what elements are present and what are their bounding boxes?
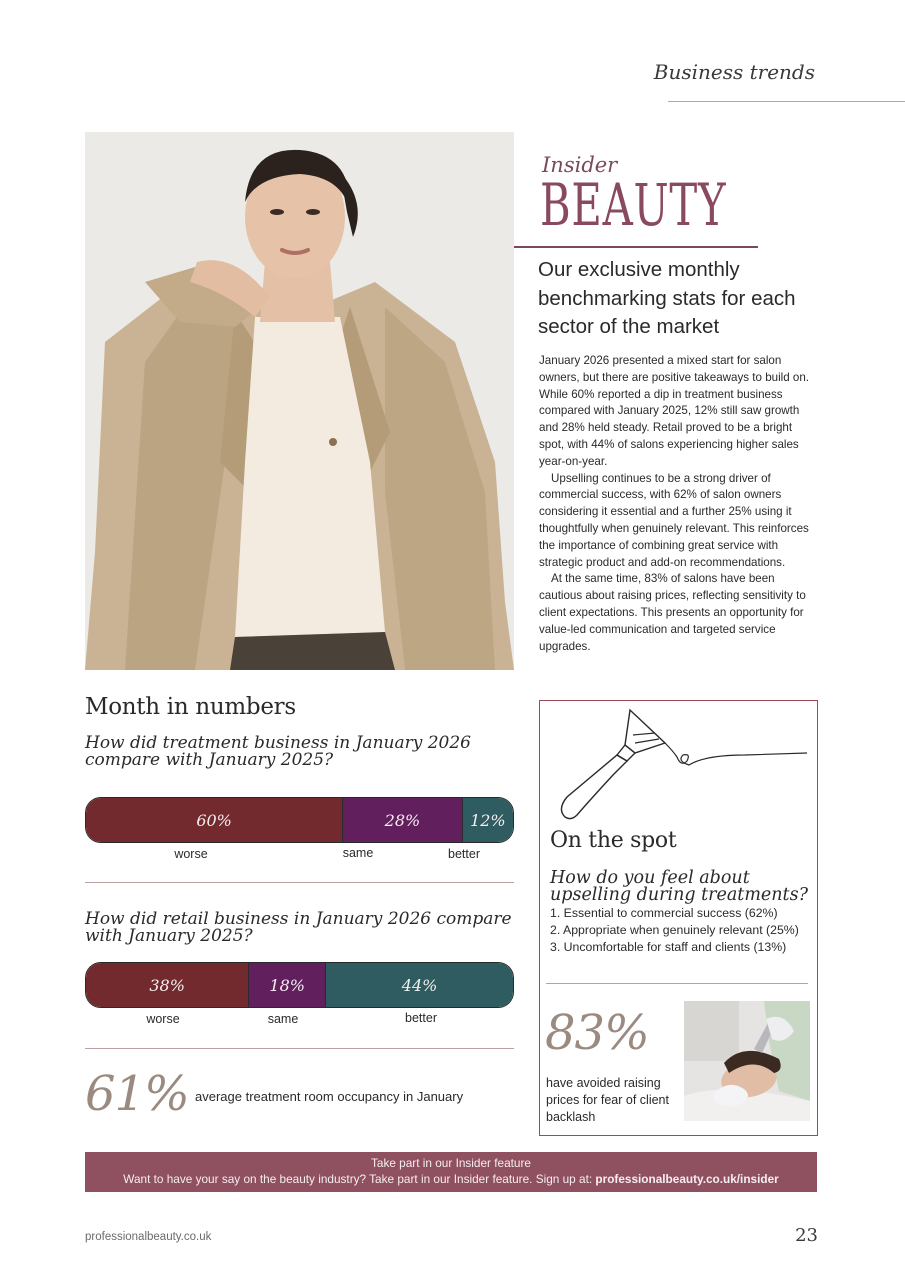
price-stat-text: have avoided raising prices for fear of client backlash: [546, 1076, 669, 1124]
treatment-bar: [85, 797, 514, 843]
occupancy-stat: 61%: [85, 1066, 189, 1122]
treatment-label-worse: worse: [174, 847, 208, 861]
insider-banner: [85, 1152, 817, 1192]
answer-item: 2. Appropriate when genuinely relevant (25%): [550, 923, 799, 937]
title-rule: [514, 246, 758, 248]
retail-bar-worse: 38%: [86, 963, 248, 1007]
facial-photo: [684, 1001, 810, 1121]
section-tag: Business trends: [653, 60, 815, 84]
brush-illustration: [555, 705, 813, 825]
intro-paragraph: January 2026 presented a mixed start for salon owners, but there are positive takeaways to build on. While 60% reported a dip in treatment business compared with January 2025, 12% still saw growth and 28% held steady. Retail proved to be a bright spot, with 44% of salons experiencing higher sales year-on-year.: [539, 354, 810, 468]
price-stat: 83%: [545, 1005, 649, 1061]
footer-url[interactable]: professionalbeauty.co.uk: [85, 1231, 212, 1243]
treatment-label-better: better: [448, 847, 480, 861]
feature-subhead: Our exclusive monthly benchmarking stats for each sector of the market: [538, 258, 796, 338]
section-divider: [85, 882, 514, 883]
retail-question: How did retail business in January 2026 compare with January 2025?: [85, 909, 512, 946]
treatment-bar-better: 12%: [462, 798, 513, 842]
occupancy-text: average treatment room occupancy in January: [195, 1089, 464, 1104]
treatment-label-same: same: [342, 846, 374, 860]
feature-kicker: Insider: [542, 153, 618, 177]
retail-label-better: better: [405, 1011, 437, 1025]
on-the-spot-title: On the spot: [550, 828, 677, 853]
banner-text: Want to have your say on the beauty industry? Take part in our Insider feature. Sign up at:: [123, 1171, 596, 1186]
feature-title: BEAUTY: [540, 171, 727, 239]
section-divider: [85, 1048, 514, 1049]
banner-line-1: Take part in our Insider feature: [370, 1156, 531, 1170]
retail-bar-better: 44%: [325, 963, 513, 1007]
section-tag-rule: [668, 101, 905, 102]
page-number: 23: [795, 1225, 818, 1246]
facial-photo-illustration: [684, 1001, 810, 1121]
treatment-bar-worse: 60%: [86, 798, 342, 842]
feature-intro: [539, 353, 819, 655]
retail-bar: [85, 962, 514, 1008]
retail-bar-same: 18%: [248, 963, 325, 1007]
banner-line-2: [85, 1172, 817, 1188]
retail-label-worse: worse: [146, 1012, 180, 1026]
treatment-question: How did treatment business in January 2026 compare with January 2025?: [85, 733, 471, 770]
retail-label-same: same: [267, 1012, 299, 1026]
month-in-numbers-title: Month in numbers: [85, 694, 296, 720]
answer-item: 3. Uncomfortable for staff and clients (13%): [550, 940, 787, 954]
intro-paragraph: At the same time, 83% of salons have been cautious about raising prices, reflecting sensitivity to client expectations. This presents an opportunity for value-led communication and targeted service upgrades.: [539, 572, 806, 653]
on-the-spot-question: How do you feel about upselling during treatments?: [550, 868, 808, 905]
spot-divider: [546, 983, 808, 984]
treatment-bar-same: 28%: [342, 798, 462, 842]
answer-item: 1. Essential to commercial success (62%): [550, 906, 778, 920]
on-the-spot-answers: [550, 905, 812, 956]
intro-paragraph: Upselling continues to be a strong driver of commercial success, with 62% of salon owners considering it essential and a further 25% using it thoughtfully when genuinely relevant. This reinforces the importance of combining great service with strategic product and add-on recommendations.: [539, 471, 809, 569]
hero-photo: [85, 132, 514, 670]
hero-photo-illustration: [85, 132, 514, 670]
signup-link[interactable]: professionalbeauty.co.uk/insider: [595, 1171, 779, 1186]
